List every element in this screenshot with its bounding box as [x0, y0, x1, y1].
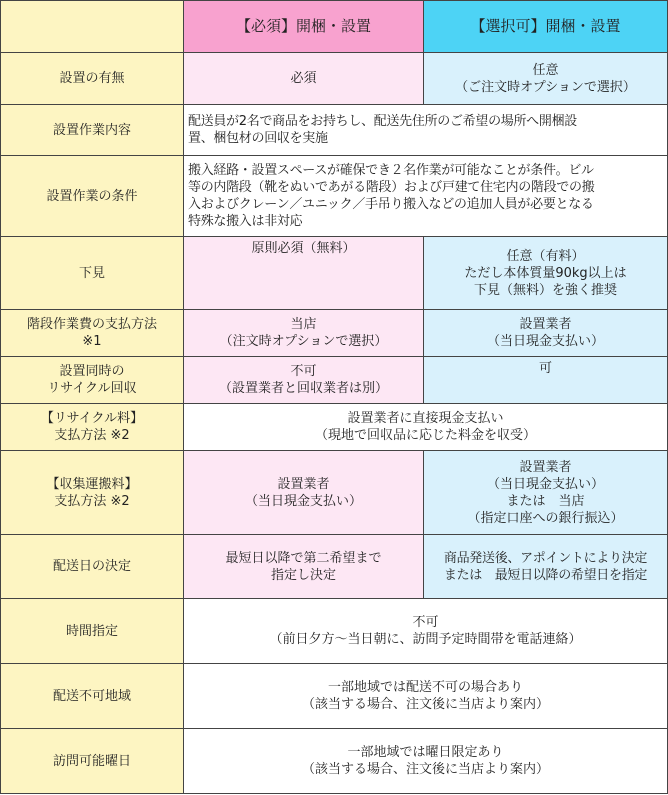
- optional-cell: [424, 53, 668, 105]
- table-row: [1, 599, 668, 664]
- cell-text: （前日夕方～当日朝に、訪問予定時間帯を電話連絡）: [269, 632, 582, 647]
- row-header-text: 設置作業の条件: [46, 188, 138, 204]
- cell-text: （該当する場合、注文後に当店より案内）: [301, 697, 549, 712]
- row-header: [1, 404, 184, 451]
- merged-cell: [184, 664, 668, 729]
- cell-text: 設置業者に直接現金支払い: [347, 411, 504, 426]
- cell-text: 入およびクレーン／ユニック／手吊り搬入などの追加人員が必要となる: [188, 197, 594, 212]
- cell-text: ただし本体質量90kg以上は: [464, 265, 627, 281]
- row-header-text: 支払方法 ※2: [54, 428, 130, 443]
- corner-cell: [1, 1, 184, 53]
- row-header-text: 配送不可地域: [52, 688, 131, 704]
- cell-text: 一部地域では配送不可の場合あり: [327, 680, 523, 695]
- row-header: [1, 156, 184, 237]
- required-cell: [184, 53, 424, 105]
- table-row: [1, 105, 668, 156]
- cell-text: 当店: [290, 317, 317, 332]
- merged-cell: [184, 156, 668, 237]
- cell-text: または 最短日以降の希望日を指定: [443, 567, 648, 583]
- cell-text: 商品発送後、アポイントにより決定: [443, 550, 648, 566]
- table-row: [1, 310, 668, 357]
- required-cell: [184, 310, 424, 357]
- table-row: [1, 404, 668, 451]
- row-header-text: 訪問可能曜日: [52, 753, 131, 769]
- row-header: [1, 535, 184, 599]
- required-column-header: 【必須】開梱・設置: [184, 1, 424, 53]
- merged-cell: [184, 404, 668, 451]
- cell-text: 特殊な搬入は非対応: [188, 214, 303, 229]
- table-row: [1, 451, 668, 535]
- row-header: [1, 599, 184, 664]
- required-cell: [184, 357, 424, 404]
- required-cell: [184, 535, 424, 599]
- optional-cell: [424, 237, 668, 310]
- cell-text: （該当する場合、注文後に当店より案内）: [301, 762, 549, 777]
- row-header-text: 設置作業内容: [52, 122, 131, 138]
- cell-text: 原則必須（無料）: [251, 241, 356, 256]
- row-header-text: 配送日の決定: [52, 559, 131, 574]
- optional-column-header: 【選択可】開梱・設置: [424, 1, 668, 53]
- cell-text: 一部地域では曜日限定あり: [347, 745, 504, 760]
- table-row: [1, 237, 668, 310]
- cell-text: 不可: [412, 615, 439, 630]
- row-header-text: 設置同時の: [59, 364, 125, 379]
- table-row: [1, 729, 668, 794]
- cell-text: 最短日以降で第二希望まで: [225, 550, 382, 566]
- row-header: [1, 310, 184, 357]
- optional-cell: [424, 535, 668, 599]
- table-row: [1, 357, 668, 404]
- table-row: [1, 535, 668, 599]
- cell-text: 下見（無料）を強く推奨: [473, 282, 617, 298]
- optional-cell: [424, 357, 668, 404]
- row-header: [1, 53, 184, 105]
- table-row: [1, 156, 668, 237]
- cell-text: 設置業者: [277, 476, 330, 492]
- row-header: [1, 237, 184, 310]
- cell-text: 任意: [532, 62, 559, 78]
- cell-text: （注文時オプションで選択）: [219, 334, 388, 349]
- table-row: [1, 53, 668, 105]
- cell-text: 不可: [290, 364, 317, 379]
- cell-text: 設置業者: [519, 317, 572, 332]
- cell-text: 配送員が2名で商品をお持ちし、配送先住所のご希望の場所へ開梱設: [188, 114, 577, 129]
- optional-cell: [424, 310, 668, 357]
- cell-text: （当日現金支払い）: [486, 476, 604, 492]
- row-header-text: 時間指定: [65, 623, 118, 639]
- row-header-text: 設置の有無: [59, 71, 125, 86]
- cell-text: 等の内階段（靴をぬいであがる階段）および戸建て住宅内の階段での搬: [188, 180, 595, 195]
- row-header-text: 【収集運搬料】: [46, 476, 138, 492]
- row-header-text: 支払方法 ※2: [54, 493, 130, 509]
- required-cell: [184, 237, 424, 310]
- table-row: [1, 664, 668, 729]
- merged-cell: [184, 105, 668, 156]
- cell-text: 搬入経路・設置スペースが確保でき２名作業が可能なことが条件。ビル: [188, 163, 594, 178]
- cell-text: （当日現金支払い）: [244, 493, 362, 509]
- required-cell: [184, 451, 424, 535]
- row-header: [1, 357, 184, 404]
- merged-cell: [184, 599, 668, 664]
- cell-text: （当日現金支払い）: [486, 334, 604, 349]
- cell-text: （ご注文時オプションで選択）: [455, 79, 636, 95]
- cell-text: 設置業者: [519, 459, 572, 475]
- cell-text: （設置業者と回収業者は別）: [218, 381, 388, 396]
- row-header-text: 下見: [78, 265, 105, 281]
- cell-text: 必須: [290, 71, 317, 86]
- row-header: [1, 451, 184, 535]
- row-header-text: 【リサイクル料】: [40, 411, 144, 426]
- cell-text: 任意（有料）: [506, 248, 585, 264]
- row-header-text: ※1: [82, 334, 102, 349]
- row-header-text: リサイクル回収: [47, 381, 137, 396]
- cell-text: 可: [538, 361, 552, 376]
- row-header: [1, 729, 184, 794]
- cell-text: 置、梱包材の回収を実施: [188, 131, 328, 146]
- cell-text: または 当店: [506, 493, 585, 509]
- cell-text: （現地で回収品に応じた料金を収受）: [314, 428, 536, 443]
- row-header-text: 階段作業費の支払方法: [26, 317, 157, 332]
- optional-cell: [424, 451, 668, 535]
- row-header: [1, 664, 184, 729]
- row-header: [1, 105, 184, 156]
- cell-text: （指定口座への銀行振込）: [467, 510, 624, 526]
- header-row: [1, 1, 668, 53]
- merged-cell: [184, 729, 668, 794]
- cell-text: 指定し決定: [270, 567, 336, 583]
